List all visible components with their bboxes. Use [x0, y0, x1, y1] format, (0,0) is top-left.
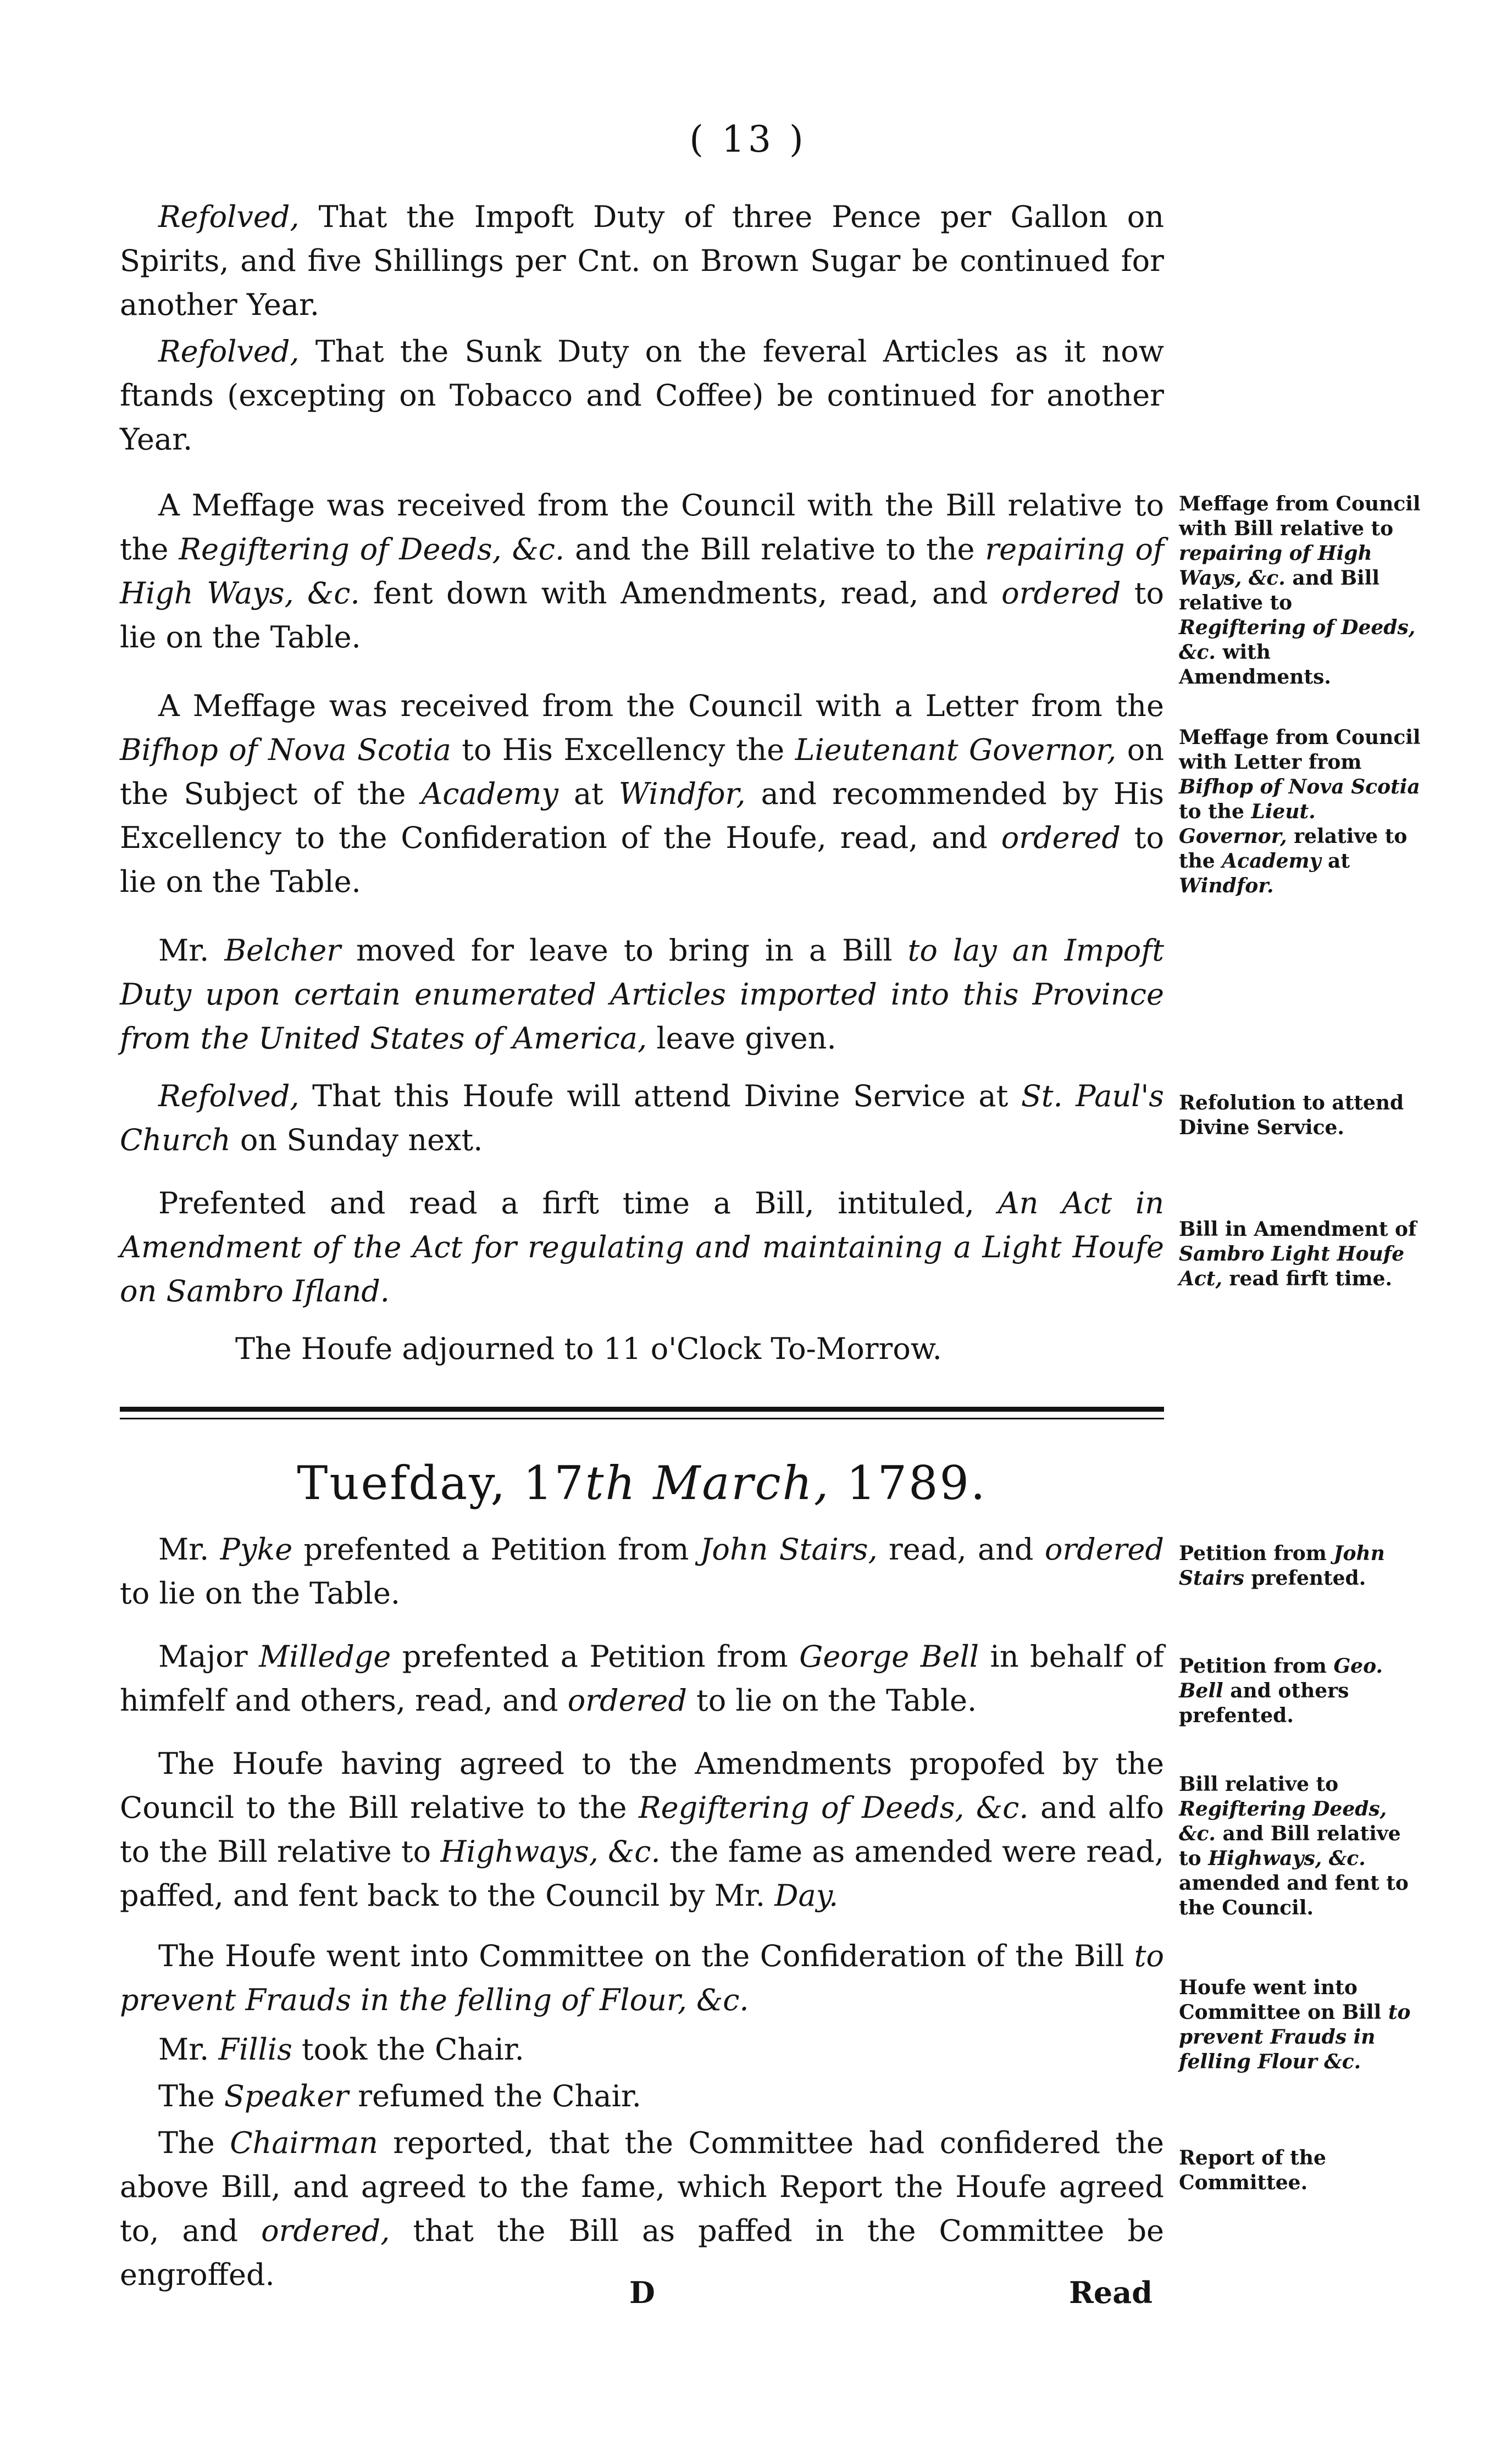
italic-text: St. Paul's Church: [120, 1079, 1164, 1157]
text-run: amended and fent to the Council.: [1179, 1872, 1409, 1919]
italic-text: Day.: [774, 1878, 839, 1913]
italic-text: ordered: [567, 1683, 687, 1718]
text-run: read firft time.: [1222, 1267, 1393, 1290]
text-run: Tuefday, 17: [297, 1456, 585, 1510]
italic-text: Geo. Bell: [1179, 1655, 1383, 1702]
text-run: fent down with Amendments, read, and: [359, 576, 1002, 611]
text-run: to lie on the Table.: [120, 820, 1164, 899]
italic-text: Refolved,: [158, 334, 300, 369]
paragraph-adjourned: [120, 1327, 1164, 1371]
date-heading: [120, 1456, 1164, 1510]
section-divider: [120, 1407, 1164, 1412]
italic-text: repairing of High Ways, &c.: [1179, 542, 1372, 590]
text-run: The Houfe adjourned to 11 o'Clock To-Morrow.: [235, 1331, 942, 1366]
text-run: and the Bill relative to the: [564, 532, 985, 567]
italic-text: Windfor,: [618, 776, 746, 811]
italic-text: to prevent Frauds in the felling of Flour, &c.: [120, 1939, 1164, 2017]
margin-note: [1179, 1541, 1421, 1591]
text-run: at: [558, 776, 619, 811]
text-run: prefented.: [1244, 1567, 1366, 1590]
italic-text: ordered,: [261, 2213, 390, 2248]
paragraph-pyke-petition: [120, 1528, 1164, 1616]
text-run: to lie on the Table.: [686, 1683, 977, 1718]
text-run: [637, 1456, 653, 1510]
text-run: at: [1321, 850, 1350, 873]
text-run: Mr.: [158, 1532, 220, 1567]
italic-text: to lay an Impoft Duty upon certain enumerated Articles imported into this Province from the United States of America,: [120, 933, 1165, 1056]
text-run: reported, that the Committee had confidered the above Bill, and agreed to the fame, which Report the Houfe agreed to, and: [120, 2126, 1164, 2248]
italic-text: Regiftering of Deeds, &c.: [638, 1790, 1029, 1825]
margin-note: [1179, 1654, 1421, 1728]
text-run: Report of the Committee.: [1179, 2146, 1326, 2194]
text-run: in behalf of himfelf and others, read, and: [120, 1639, 1165, 1718]
text-run: Prefented and read a firft time a Bill, intituled,: [158, 1186, 998, 1220]
paragraph-light-house-bill: [120, 1181, 1164, 1313]
paragraph-amendments-agreed: [120, 1742, 1164, 1918]
text-run: The: [158, 2079, 224, 2113]
paragraph-fillis-chair: [120, 2028, 1164, 2072]
text-run: leave given.: [647, 1021, 836, 1056]
text-run: A Meffage was received from the Council with the Bill relative to the: [120, 488, 1164, 567]
italic-text: An Act in Amendment of the Act for regulating and maintaining a Light Houfe on Sambro Ifland.: [120, 1186, 1164, 1308]
italic-text: John Stairs,: [700, 1532, 878, 1567]
text-run: Major: [158, 1639, 259, 1674]
paragraph-divine-service: [120, 1074, 1164, 1162]
italic-text: Belcher: [224, 933, 341, 968]
italic-text: Bifhop of Nova Scotia: [1179, 775, 1420, 798]
italic-text: Bifhop of Nova Scotia: [120, 732, 451, 767]
italic-text: Highways, &c.: [440, 1834, 661, 1869]
text-run: took the Chair.: [292, 2032, 524, 2067]
margin-note: [1179, 1975, 1421, 2074]
margin-note: [1179, 2146, 1421, 2195]
text-run: and recommended by His Excellency to the Confideration of the Houfe, read, and: [120, 776, 1164, 855]
margin-note: [1179, 1217, 1421, 1291]
italic-text: Pyke: [220, 1532, 293, 1567]
text-run: to lie on the Table.: [120, 576, 1165, 654]
text-run: That the Impoft Duty of three Pence per Gallon on Spirits, and five Shillings per Cnt. on Brown Sugar be continued for another Year.: [120, 199, 1164, 322]
text-run: Mr.: [158, 2032, 219, 2067]
paragraph-belcher-motion: [120, 929, 1164, 1061]
text-run: read, and: [877, 1532, 1045, 1567]
italic-text: Fillis: [218, 2032, 292, 2067]
text-run: Meffage from Council with Bill relative to: [1179, 492, 1421, 540]
catchword: Read: [1069, 2275, 1153, 2310]
text-run: to lie on the Table.: [120, 1576, 401, 1611]
italic-text: Regiftering of Deeds, &c.: [179, 532, 565, 567]
text-run: The: [158, 2126, 230, 2160]
margin-note: [1179, 1091, 1421, 1140]
text-run: Petition from: [1179, 1655, 1334, 1678]
text-run: That this Houfe will attend Divine Service at: [299, 1079, 1021, 1113]
text-run: Meffage from Council with Letter from: [1179, 726, 1421, 774]
italic-text: Highways, &c.: [1208, 1847, 1366, 1870]
margin-note: [1179, 725, 1421, 898]
text-run: The Houfe having agreed to the Amendments propofed by the Council to the Bill relative to the: [120, 1746, 1164, 1825]
italic-text: Regiftering Deeds, &c.: [1179, 1797, 1387, 1845]
margin-note: [1179, 492, 1421, 690]
text-run: the fame as amended were read, paffed, and fent back to the Council by Mr.: [120, 1834, 1164, 1913]
italic-text: Sambro Light Houfe Act,: [1179, 1242, 1405, 1290]
text-run: Bill in Amendment of: [1179, 1218, 1417, 1241]
text-run: Mr.: [158, 933, 225, 968]
italic-text: Academy: [421, 776, 558, 811]
text-run: Bill relative to: [1179, 1773, 1339, 1796]
page-number: ( 13 ): [689, 118, 807, 160]
text-run: to the: [1179, 800, 1251, 823]
text-run: that the Bill as paffed in the Committee be engroffed.: [120, 2213, 1164, 2292]
paragraph-resolved-sunk-duty: [120, 330, 1164, 462]
paragraph-message-bills: [120, 484, 1164, 659]
paragraph-chairman-reported: [120, 2121, 1164, 2297]
italic-text: Academy: [1222, 850, 1321, 873]
section-divider-thin: [120, 1418, 1164, 1419]
text-run: Houfe went into Committee on Bill: [1179, 1976, 1388, 2024]
italic-text: Lieutenant Governor,: [795, 732, 1117, 767]
text-run: prefented a Petition from: [292, 1532, 700, 1567]
text-run: The Houfe went into Committee on the Confideration of the Bill: [158, 1939, 1134, 1973]
text-run: refumed the Chair.: [348, 2079, 641, 2113]
text-run: and alfo to the Bill relative to: [120, 1790, 1164, 1869]
paragraph-milledge-petition: [120, 1635, 1164, 1723]
italic-text: ordered: [1001, 576, 1121, 611]
paragraph-resolved-impost: [120, 195, 1164, 327]
text-run: Refolution to attend Divine Service.: [1179, 1091, 1404, 1139]
text-run: 1789.: [830, 1456, 987, 1510]
italic-text: ordered: [1001, 820, 1121, 855]
text-run: moved for leave to bring in a Bill: [341, 933, 908, 968]
text-run: on Sunday next.: [230, 1123, 483, 1157]
italic-text: March,: [653, 1456, 830, 1510]
italic-text: Milledge: [259, 1639, 391, 1674]
italic-text: repairing of High Ways, &c.: [120, 532, 1164, 611]
italic-text: Lieut. Governor,: [1179, 800, 1316, 848]
italic-text: Refolved,: [158, 199, 300, 234]
text-run: to His Excellency the: [451, 732, 795, 767]
text-run: and Bill relative to: [1179, 1822, 1401, 1870]
text-run: and Bill relative to: [1179, 567, 1380, 614]
text-run: and others prefented.: [1179, 1679, 1349, 1727]
italic-text: John Stairs: [1179, 1542, 1385, 1590]
italic-text: Chairman: [230, 2126, 378, 2160]
italic-text: th: [585, 1456, 637, 1510]
text-run: Petition from: [1179, 1542, 1334, 1565]
text-run: relative to the: [1179, 825, 1408, 873]
italic-text: Windfor.: [1179, 874, 1274, 897]
italic-text: Regiftering of Deeds, &c.: [1179, 616, 1416, 664]
text-run: prefented a Petition from: [391, 1639, 800, 1674]
text-run: A Meffage was received from the Council with a Letter from the: [158, 689, 1164, 723]
italic-text: Refolved,: [158, 1079, 300, 1113]
italic-text: George Bell: [799, 1639, 979, 1674]
margin-note: [1179, 1772, 1421, 1921]
signature-mark: D: [629, 2275, 655, 2310]
paragraph-speaker-resumed: [120, 2074, 1164, 2118]
text-run: with Amendments.: [1179, 641, 1331, 689]
italic-text: ordered: [1044, 1532, 1164, 1567]
paragraph-committee-flour: [120, 1934, 1164, 2022]
italic-text: to prevent Frauds in felling Flour &c.: [1179, 2001, 1411, 2073]
paragraph-message-letter: [120, 684, 1164, 904]
italic-text: Speaker: [224, 2079, 349, 2113]
text-run: on the Subject of the: [120, 732, 1164, 811]
text-run: That the Sunk Duty on the feveral Articles as it now ftands (excepting on Tobacco and Coffee) be continued for another Year.: [120, 334, 1164, 457]
